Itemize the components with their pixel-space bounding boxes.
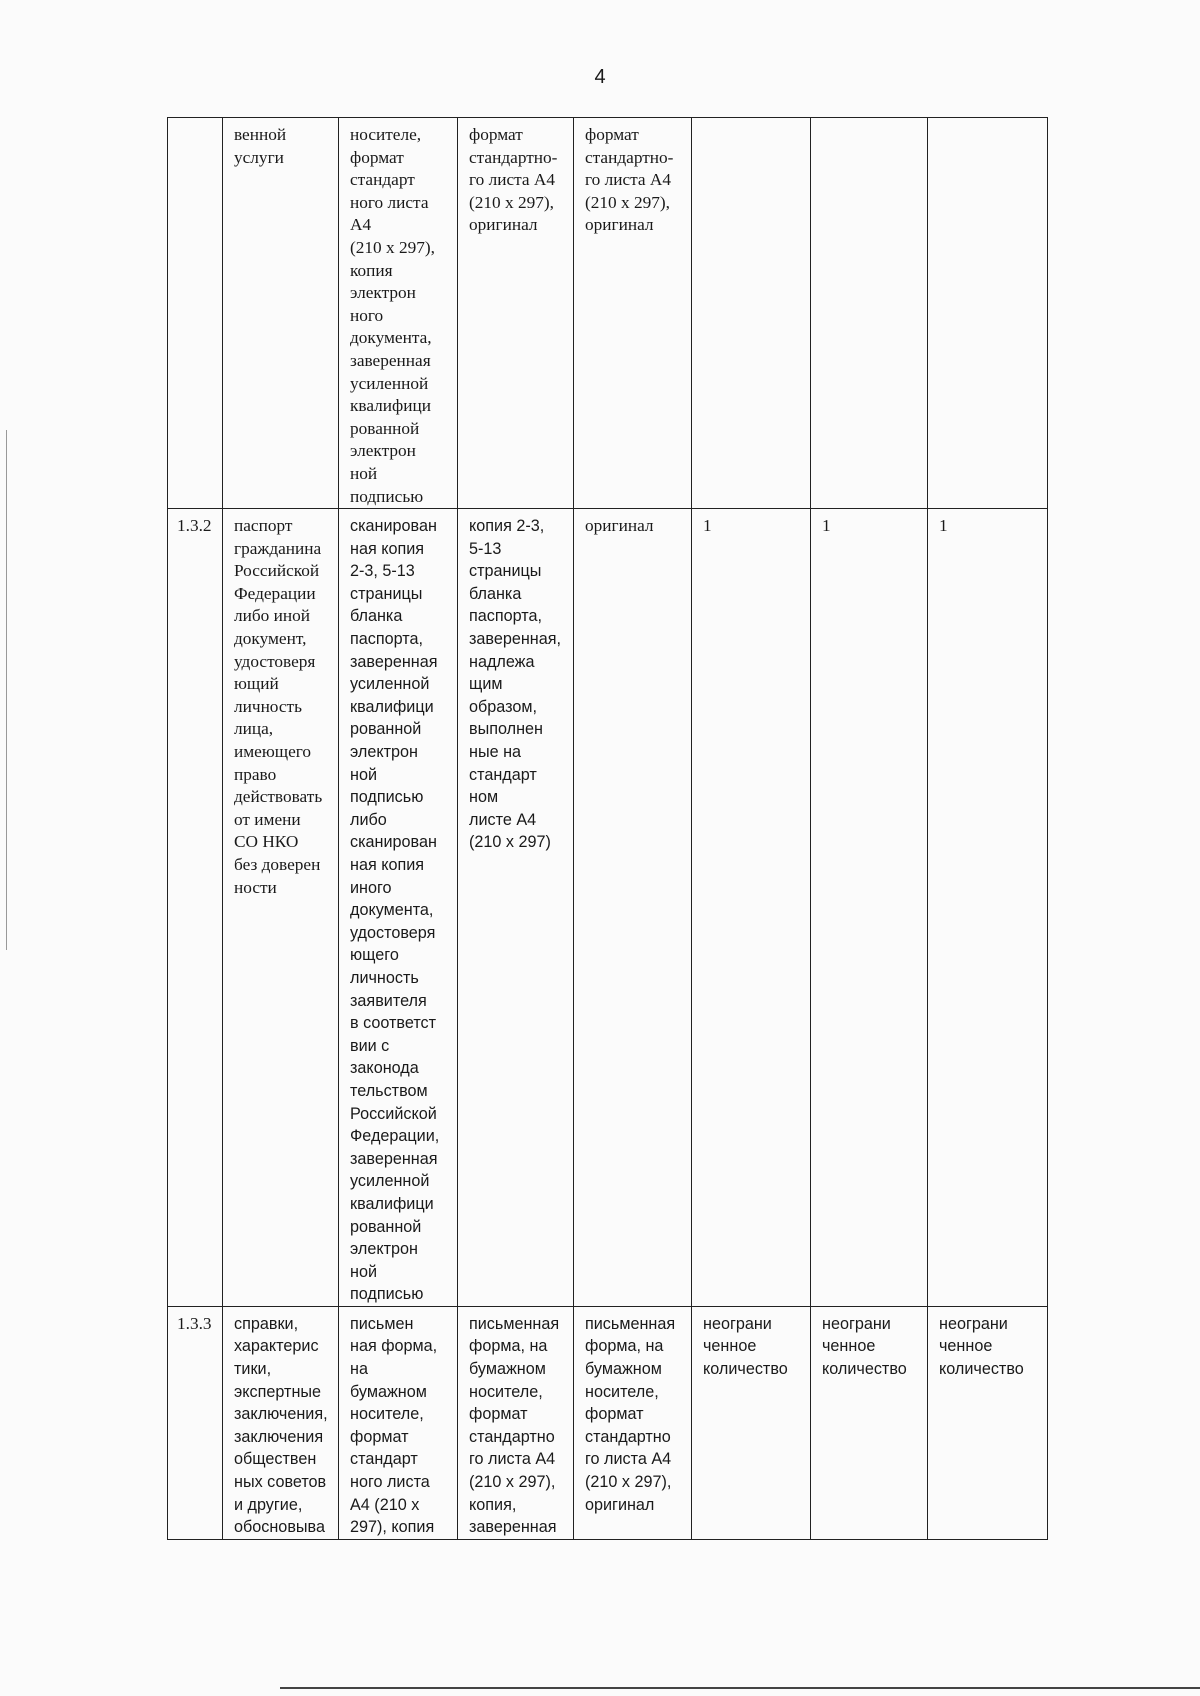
table-row [168,118,1048,509]
quantity-cell [928,118,1048,509]
electronic-form-cell: сканирован ная копия 2-3, 5-13 страницы бланка паспорта, заверенная усиленной квалифици рованной электрон ной подписью либо сканирован ная копия иного документа, удостоверя ющего личность заявителя в соответст вии с законода тельством Российской Федерации, заверенная усиленной квалифици рованной электрон ной подписью [339,509,458,1307]
quantity-cell: неограни ченное количество [692,1306,811,1539]
paper-form-cell: формат стандартно- го листа А4 (210 х 297), оригинал [574,118,692,509]
quantity-cell [811,118,928,509]
quantity-cell: неограни ченное количество [928,1306,1048,1539]
quantity-cell: неограни ченное количество [811,1306,928,1539]
row-number: 1.3.3 [168,1306,223,1539]
page-number: 4 [594,66,606,88]
row-number [168,118,223,509]
paper-form-cell: письменная форма, на бумажном носителе, формат стандартно го листа А4 (210 х 297), копия, заверенная [458,1306,574,1539]
scan-bottom-edge [280,1687,1200,1689]
document-name-cell: паспорт гражданина Российской Федерации либо иной документ, удостоверя ющий личность лица, имеющего право действовать от имени СО НКО без доверен ности [223,509,339,1307]
electronic-form-cell: письмен ная форма, на бумажном носителе, формат стандарт ного листа А4 (210 х 297), копия [339,1306,458,1539]
table-row [168,509,1048,1307]
quantity-cell [692,118,811,509]
document-name-cell: венной услуги [223,118,339,509]
electronic-form-cell: носителе, формат стандарт ного листа А4 (210 х 297), копия электрон ного документа, заверенная усиленной квалифици рованной электрон ной подписью [339,118,458,509]
quantity-cell: 1 [928,509,1048,1307]
table-row [168,1306,1048,1539]
paper-form-cell: копия 2-3, 5-13 страницы бланка паспорта, заверенная, надлежа щим образом, выполнен ные на стандарт ном листе А4 (210 х 297) [458,509,574,1307]
paper-form-cell: оригинал [574,509,692,1307]
row-number: 1.3.2 [168,509,223,1307]
paper-form-cell: формат стандартно- го листа А4 (210 х 297), оригинал [458,118,574,509]
quantity-cell: 1 [692,509,811,1307]
paper-form-cell: письменная форма, на бумажном носителе, формат стандартно го листа А4 (210 х 297), оригинал [574,1306,692,1539]
documents-table [167,117,1048,1540]
scan-edge-mark [6,430,7,950]
document-name-cell: справки, характерис тики, экспертные заключения, заключения обществен ных советов и другие, обосновыва [223,1306,339,1539]
quantity-cell: 1 [811,509,928,1307]
